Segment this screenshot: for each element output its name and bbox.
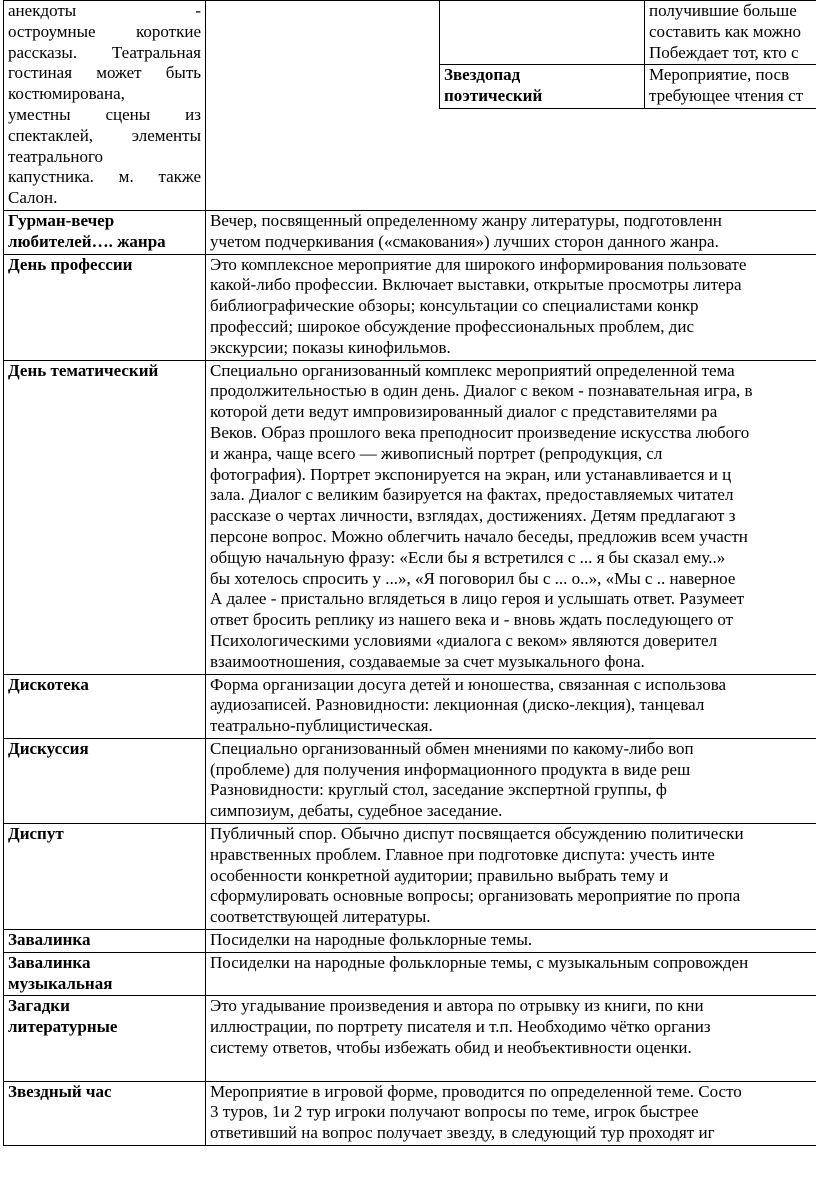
definition-line: экскурсии; показы кинофильмов. <box>210 337 451 357</box>
nested-definition-line: получившие больше <box>649 1 797 20</box>
definition-cell <box>206 930 816 953</box>
term-line: День профессии <box>8 254 133 274</box>
term-line: любителей…. жанра <box>8 231 166 251</box>
nested-table-wrap <box>439 0 816 109</box>
nested-table <box>439 0 816 109</box>
nested-term-line: поэтический <box>444 86 543 106</box>
definition-line: Это угадывание произведения и автора по отрывку из книги, по кни <box>210 996 704 1016</box>
definition-line: ответивший на вопрос получает звезду, в следующий тур проходят иг <box>210 1123 715 1143</box>
definition-cell <box>206 738 816 823</box>
definition-line: какой-либо профессии. Включает выставки, открытые просмотры литера <box>210 275 742 295</box>
term-cell <box>4 824 206 930</box>
table-row <box>4 1081 816 1145</box>
definition-line: Это комплексное мероприятие для широкого информирования пользовате <box>210 254 747 274</box>
term-cell <box>4 360 206 674</box>
definition-cell <box>206 1081 816 1145</box>
definition-line: Посиделки на народные фольклорные темы. <box>210 930 533 950</box>
definition-cell <box>206 674 816 738</box>
definition-cell <box>206 360 816 674</box>
definition-line: и жанра, чаще всего — живописный портрет (репродукция, сл <box>210 443 663 463</box>
definition-line: взаимоотношения, создаваемые за счет музыкального фона. <box>210 651 645 671</box>
table-row <box>4 824 816 930</box>
definition-line: Веков. Образ прошлого века преподносит произведение искусства любого <box>210 422 750 442</box>
definition-line: Психологическими условиями «диалога с веком» являются доверител <box>210 630 718 650</box>
top-text-line: гостиная может быть <box>8 63 201 83</box>
top-text-line: театрального <box>8 146 104 166</box>
definition-line: учетом подчеркивания («смакования») лучших сторон данного жанра. <box>210 231 719 251</box>
term-line: литературные <box>8 1017 118 1037</box>
table-row <box>4 360 816 674</box>
definition-line: нравственных проблем. Главное при подготовке диспута: учесть инте <box>210 844 715 864</box>
nested-table-row <box>440 1 816 65</box>
definition-line: аудиозаписей. Разновидности: лекционная (диско-лекция), танцевал <box>210 695 705 715</box>
top-text-line: Салон. <box>8 188 58 208</box>
definition-line: А далее - пристально вглядеться в лицо героя и услышать ответ. Разумеет <box>210 589 745 609</box>
definition-line <box>210 1059 816 1080</box>
definition-line: (проблеме) для получения информационного продукта в виде реш <box>210 759 691 779</box>
term-cell <box>4 738 206 823</box>
definition-cell <box>206 996 816 1081</box>
term-cell <box>4 674 206 738</box>
nested-term-cell <box>440 65 645 109</box>
nested-definition-line: требующее чтения ст <box>649 86 804 106</box>
forms-table <box>3 0 816 1146</box>
definition-line: бы хотелось спросить у ...», «Я поговорил бы с ... о..», «Мы с .. наверное <box>210 568 736 588</box>
term-cell <box>4 210 206 254</box>
term-cell <box>4 1081 206 1145</box>
term-cell <box>4 996 206 1081</box>
term-line: Завалинка <box>8 952 91 972</box>
nested-definition-cell <box>645 65 816 109</box>
table-row <box>4 210 816 254</box>
definition-line: иллюстрации, по портрету писателя и т.п. Необходимо чётко организ <box>210 1017 711 1037</box>
definition-line: Форма организации досуга детей и юношества, связанная с использова <box>210 674 727 694</box>
table-row <box>4 996 816 1081</box>
term-cell <box>4 254 206 360</box>
term-line: Загадки <box>8 996 70 1016</box>
table-row <box>4 930 816 953</box>
top-text-line: спектаклей, элементы <box>8 125 201 145</box>
table-row <box>4 952 816 996</box>
definition-line: которой дети ведут импровизированный диалог с представителями ра <box>210 402 718 422</box>
top-text-line: остроумные короткие <box>8 21 201 41</box>
term-cell <box>4 952 206 996</box>
table-row-top <box>4 1 816 211</box>
definition-line: профессий; широкое обсуждение профессиональных проблем, дис <box>210 316 695 336</box>
definition-cell <box>206 952 816 996</box>
definition-line: продолжительностью в один день. Диалог с веком - познавательная игра, в <box>210 381 753 401</box>
term-line: Завалинка <box>8 930 91 950</box>
definition-line: библиографические обзоры; консультации со специалистами конкр <box>210 296 699 316</box>
definition-line: Разновидности: круглый стол, заседание экспертной группы, ф <box>210 780 667 800</box>
top-right-cell <box>206 1 816 211</box>
definition-line: зала. Диалог с великим базируется на фактах, предоставляемых читател <box>210 485 734 505</box>
top-text-line: рассказы. Театральная <box>8 42 201 62</box>
nested-definition-cell <box>645 1 816 65</box>
table-row <box>4 674 816 738</box>
top-left-cell <box>4 1 206 211</box>
definition-line: Вечер, посвященный определенному жанру литературы, подготовленн <box>210 210 722 230</box>
term-line: День тематический <box>8 360 159 380</box>
definition-line: систему ответов, чтобы избежать обид и необъективности оценки. <box>210 1038 692 1058</box>
definition-cell <box>206 824 816 930</box>
definition-line: персоне вопрос. Можно облегчить начало беседы, предложив всем участн <box>210 526 748 546</box>
definition-line: сформулировать основные вопросы; организовать мероприятие по пропа <box>210 886 741 906</box>
nested-term-cell <box>440 1 645 65</box>
top-text-line: уместны сцены из <box>8 104 201 124</box>
top-left-text <box>8 1 201 209</box>
definition-cell <box>206 210 816 254</box>
table-row <box>4 738 816 823</box>
definition-line: Посиделки на народные фольклорные темы, с музыкальным сопровожден <box>210 952 749 972</box>
nested-definition-line: составить как можно <box>649 21 801 41</box>
term-line: Дискуссия <box>8 738 89 758</box>
definition-cell <box>206 254 816 360</box>
definition-line: рассказе о чертах личности, взглядах, достижениях. Детям предлагают з <box>210 506 736 526</box>
nested-definition-line: Мероприятие, посв <box>649 65 790 85</box>
definition-line: 3 туров, 1и 2 тур игроки получают вопросы по теме, игрок быстрее <box>210 1102 699 1122</box>
table-row <box>4 254 816 360</box>
term-line: Звездный час <box>8 1081 112 1101</box>
nested-term-line: Звездопад <box>444 65 521 85</box>
term-line: Гурман-вечер <box>8 210 115 230</box>
definition-line: особенности конкретной аудитории; правильно выбрать тему и <box>210 865 669 885</box>
definition-line: ответ бросить реплику из нашего века и - вновь ждать последующего от <box>210 610 734 630</box>
definition-line: соответствующей литературы. <box>210 907 431 927</box>
definition-line: Мероприятие в игровой форме, проводится по определенной теме. Состо <box>210 1081 742 1101</box>
top-text-line: капустника. м. также <box>8 167 201 187</box>
nested-table-row <box>440 65 816 109</box>
term-line: Диспут <box>8 824 64 844</box>
nested-definition-line: Побеждает тот, кто с <box>649 42 799 62</box>
term-line: Дискотека <box>8 674 89 694</box>
term-cell <box>4 930 206 953</box>
definition-line: симпозиум, дебаты, судебное заседание. <box>210 801 503 821</box>
term-line: музыкальная <box>8 973 113 993</box>
definition-line: Специально организованный комплекс мероприятий определенной тема <box>210 360 735 380</box>
definition-line: Публичный спор. Обычно диспут посвящается обсуждению политически <box>210 824 744 844</box>
top-text-line: анекдоты - <box>8 1 201 20</box>
top-text-line: костюмирована, <box>8 84 125 104</box>
definition-line: театрально-публицистическая. <box>210 716 433 736</box>
definition-line: общую начальную фразу: «Если бы я встретился с ... я бы сказал ему..» <box>210 547 726 567</box>
definition-line: фотография). Портрет экспонируется на экран, или устанавливается и ц <box>210 464 732 484</box>
definition-line: Специально организованный обмен мнениями по какому-либо воп <box>210 738 694 758</box>
